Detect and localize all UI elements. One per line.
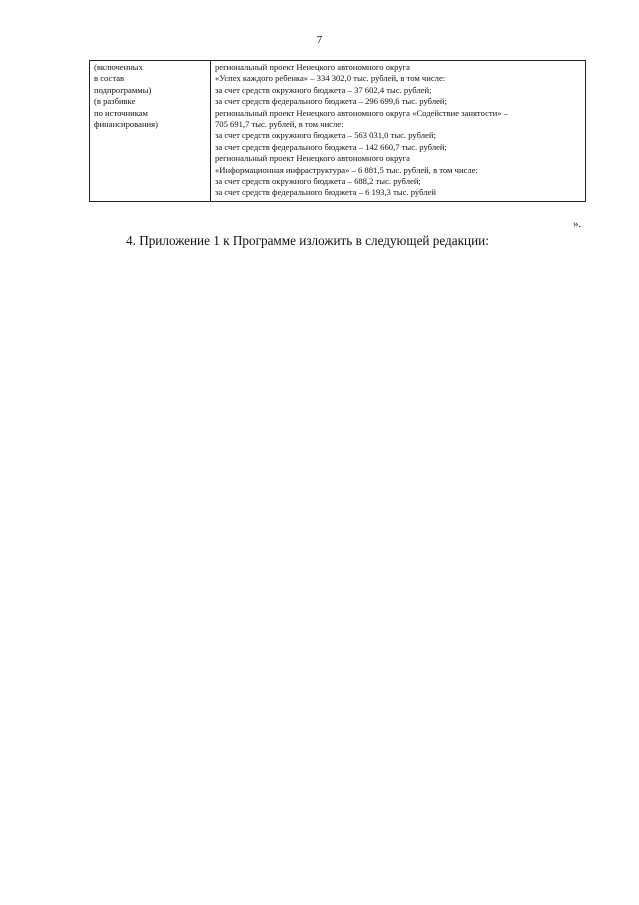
right-cell-line: за счет средств федерального бюджета – 142 660,7 тыс. рублей; — [215, 141, 447, 152]
right-cell-line: региональный проект Ненецкого автономного округа — [215, 62, 410, 72]
right-cell-line: «Информационная инфраструктура» – 6 881,5 тыс. рублей, в том числе: — [215, 164, 478, 175]
right-cell-line: 705 691,7 тыс. рублей, в том числе: — [215, 119, 344, 130]
financing-table — [89, 60, 586, 202]
right-cell-line: региональный проект Ненецкого автономного округа «Содействие занятости» – — [215, 107, 508, 118]
closing-quote: ». — [573, 218, 582, 230]
right-cell-line: за счет средств окружного бюджета – 688,2 тыс. рублей; — [215, 176, 421, 187]
left-cell-line: (включенных — [94, 62, 143, 72]
right-cell-line: за счет средств федерального бюджета – 296 699,6 тыс. рублей; — [215, 96, 447, 107]
right-cell-line: за счет средств федерального бюджета – 6 193,3 тыс. рублей — [215, 187, 436, 198]
paragraph-text: 4. Приложение 1 к Программе изложить в следующей редакции: — [126, 233, 489, 248]
page-number: 7 — [316, 34, 323, 46]
left-cell-line: в состав — [94, 73, 125, 84]
right-cell-line: региональный проект Ненецкого автономного округа — [215, 153, 410, 164]
table-row — [90, 61, 586, 202]
left-cell-line: подпрограммы) — [94, 84, 152, 95]
table-left-cell — [90, 61, 211, 202]
left-cell-line: по источникам — [94, 107, 148, 118]
right-cell-line: за счет средств окружного бюджета – 563 031,0 тыс. рублей; — [215, 130, 436, 141]
right-cell-line: за счет средств окружного бюджета – 37 602,4 тыс. рублей; — [215, 84, 432, 95]
right-cell-line: «Успех каждого ребенка» – 334 302,0 тыс. рублей, в том числе: — [215, 73, 446, 84]
left-cell-line: финансирования) — [94, 119, 158, 130]
left-cell-line: (в разбивке — [94, 96, 136, 107]
table-right-cell — [211, 61, 586, 202]
